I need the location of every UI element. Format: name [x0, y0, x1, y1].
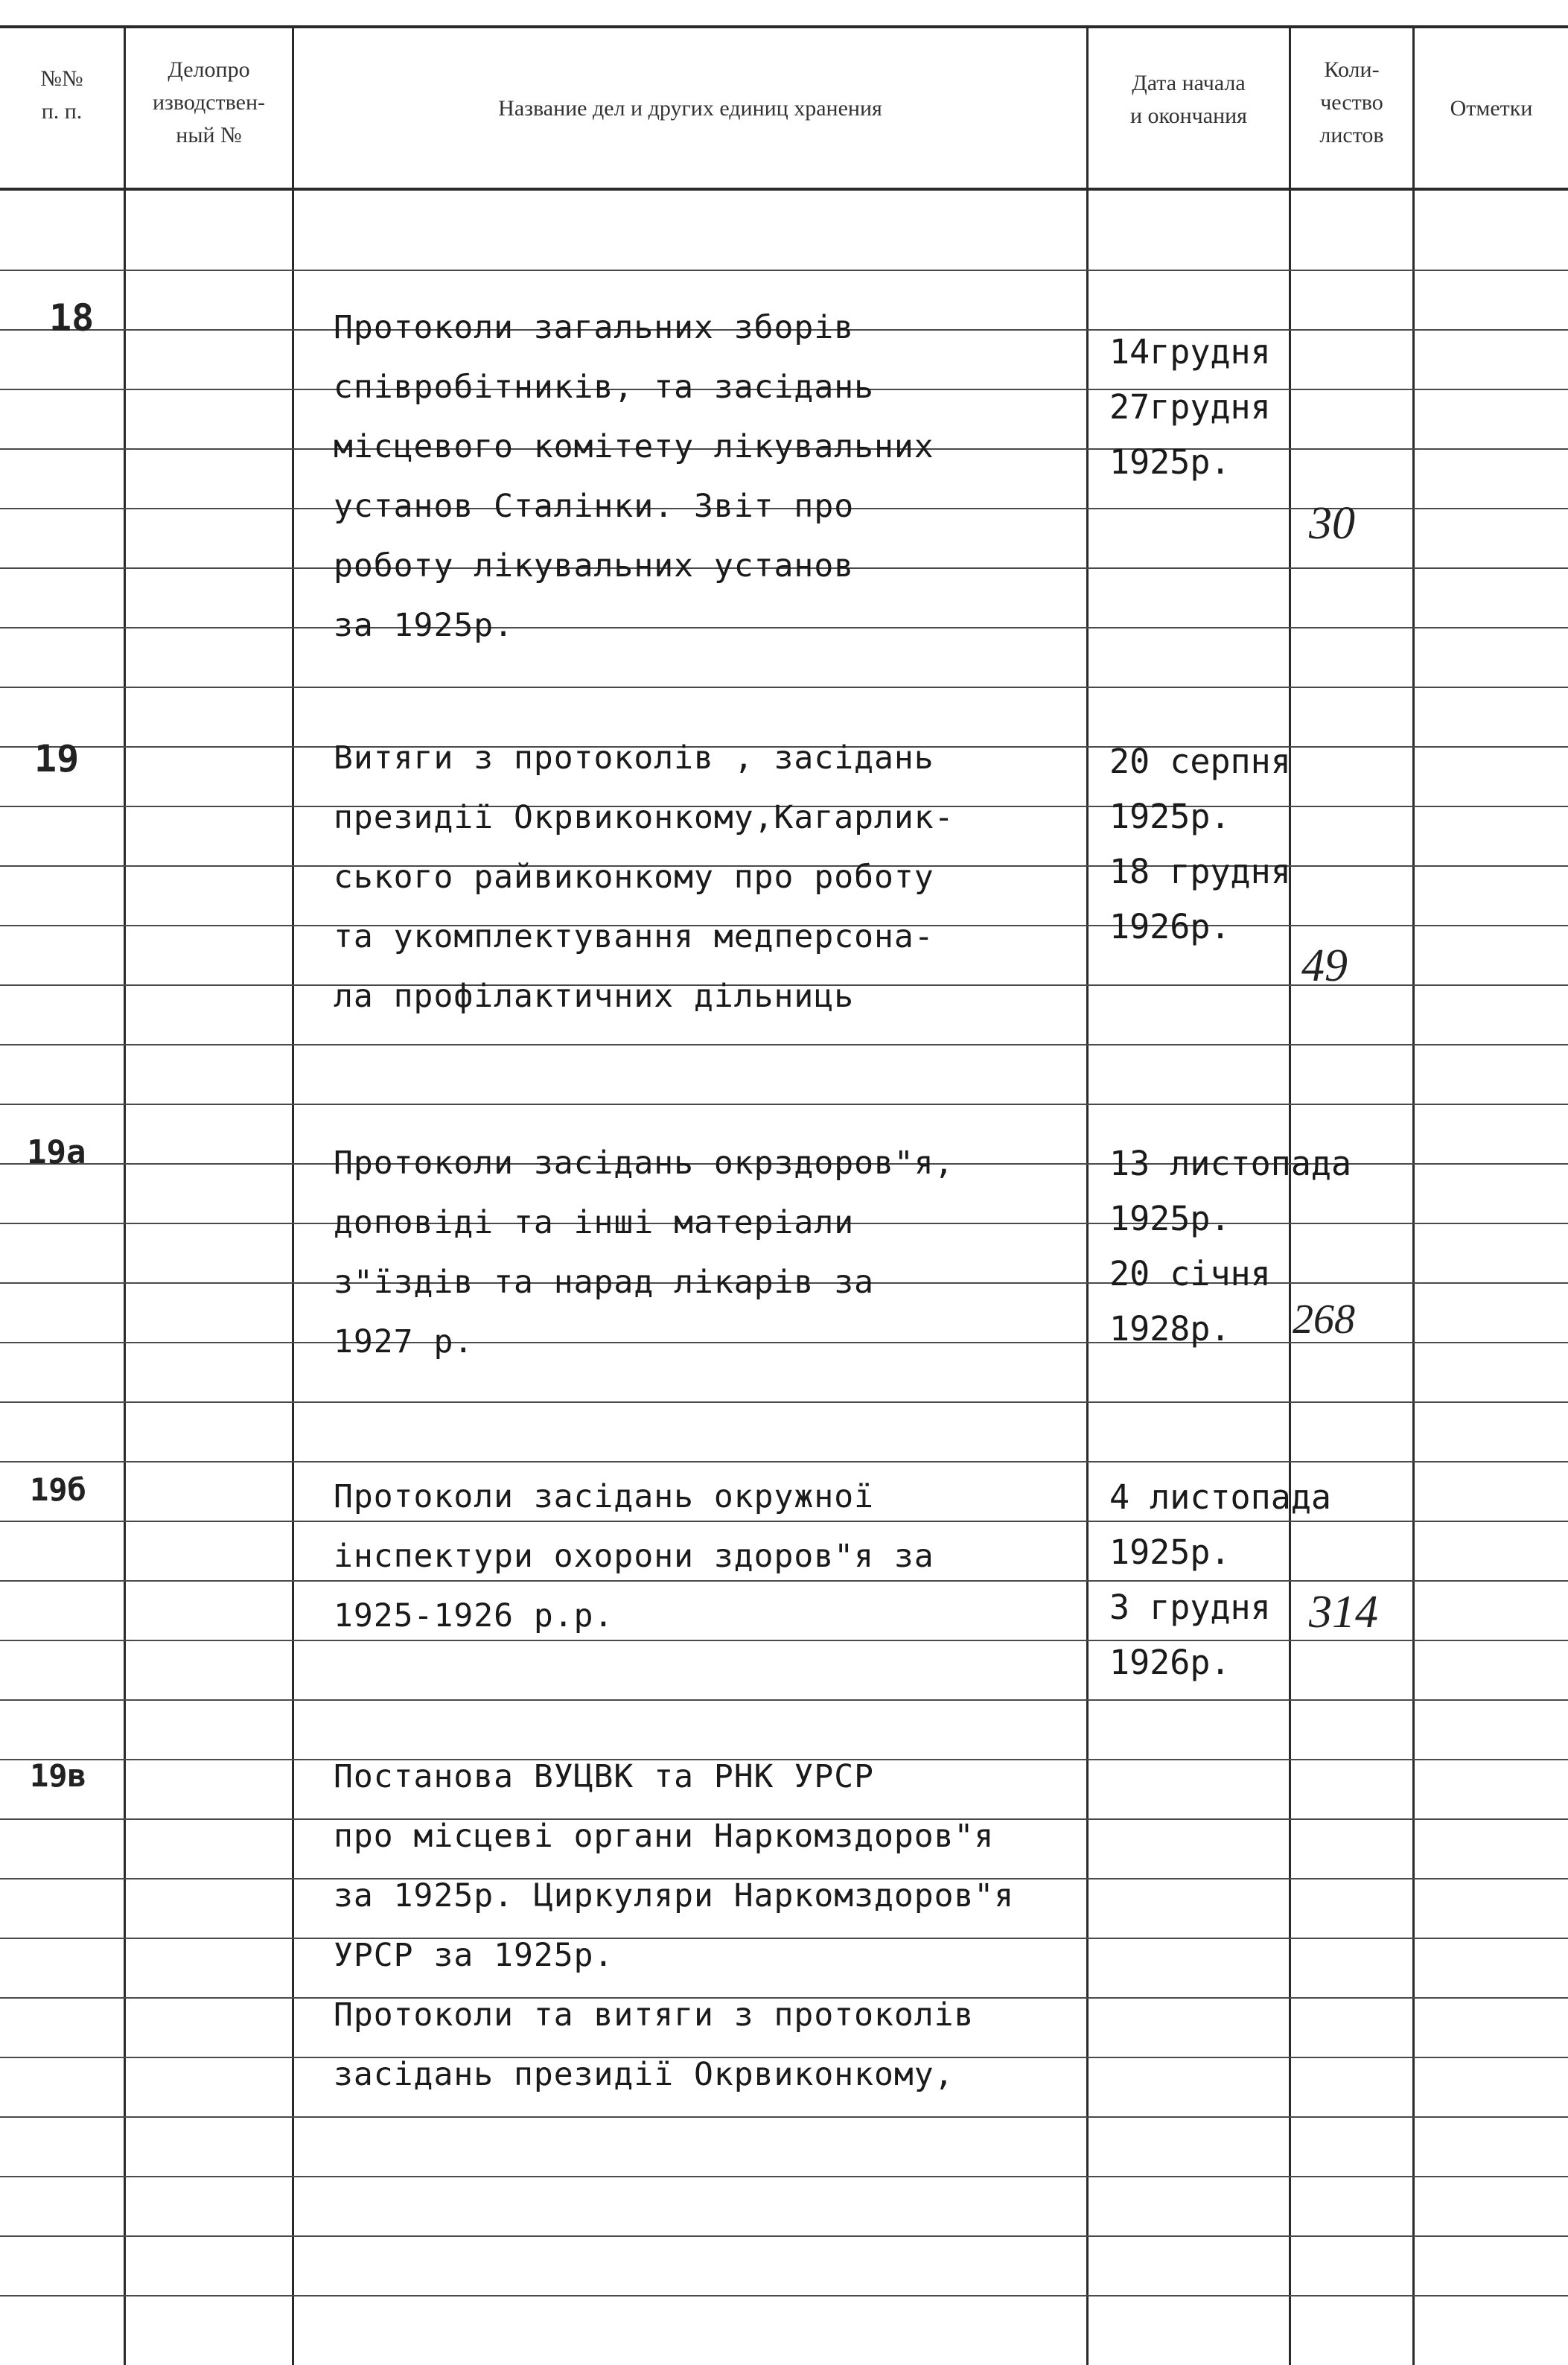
ruled-line — [0, 1104, 1568, 1105]
header-title: Название дел и других единиц хранения — [498, 96, 882, 121]
header-dates: Дата начала и окончания — [1130, 71, 1247, 128]
ruled-line — [0, 270, 1568, 271]
header-bottom-border — [0, 188, 1568, 191]
ruled-line — [0, 2295, 1568, 2296]
record-title: Витяги з протоколів , засідань президії Окрвиконкому,Кагарлик- ського райвиконкому про роботу та укомплектування медперсона- ла профілактичних дільниць — [334, 739, 954, 1015]
ruled-line — [0, 1401, 1568, 1403]
record-dates: 14грудня 27грудня 1925р. — [1109, 332, 1271, 482]
record-title: Протоколи засідань окружної інспектури охорони здоров"я за 1925-1926 р.р. — [334, 1478, 934, 1635]
ruled-line — [0, 1044, 1568, 1045]
record-dates: 20 серпня 1925р. 18 грудня 1926р. — [1109, 742, 1291, 946]
record-dates: 13 листопада 1925р. 20 січня 1928р. — [1109, 1144, 1352, 1349]
record-number: 19а — [27, 1133, 86, 1171]
record-sheet-count: 49 — [1301, 940, 1348, 991]
ruled-line — [0, 2176, 1568, 2177]
header-number: №№ п. п. — [40, 66, 83, 124]
header-top-border — [0, 25, 1568, 28]
record-number: 19 — [34, 737, 80, 780]
record-title: Протоколи засідань окрздоров"я, доповіді та інші матеріали з"їздів та нарад лікарів за 1927 р. — [334, 1145, 954, 1360]
ruled-line — [0, 1699, 1568, 1701]
record-number: 18 — [49, 296, 95, 340]
header-sheet-count: Коли- чество листов — [1319, 57, 1384, 147]
ruled-line — [0, 2116, 1568, 2118]
header-notes: Отметки — [1450, 96, 1533, 121]
col-line-2 — [292, 27, 294, 2365]
ruled-line — [0, 2235, 1568, 2237]
ruled-line — [0, 687, 1568, 688]
record-dates: 4 листопада 1925р. 3 грудня 1926р. — [1109, 1477, 1332, 1682]
record-sheet-count: 314 — [1309, 1587, 1378, 1637]
col-line-1 — [124, 27, 126, 2365]
record-number: 19в — [30, 1757, 86, 1794]
ruled-line — [0, 1461, 1568, 1462]
record-title: Протоколи загальних зборів співробітників, та засідань місцевого комітету лікувальних установ Сталінки. Звіт про роботу лікувальних установ за 1925р. — [334, 309, 934, 644]
header-office-number: Делопро изводствен- ный № — [152, 57, 266, 147]
record-title: Постанова ВУЦВК та РНК УРСР про місцеві органи Наркомздоров"я за 1925р. Циркуляри Наркомздоров"я УРСР за 1925р. Протоколи та витяги з протоколів засідань президії Окрвиконкому, — [334, 1758, 1015, 2093]
record-number: 19б — [30, 1471, 86, 1508]
record-sheet-count: 30 — [1309, 498, 1355, 549]
col-line-5 — [1412, 27, 1415, 2365]
record-sheet-count: 268 — [1293, 1296, 1355, 1343]
